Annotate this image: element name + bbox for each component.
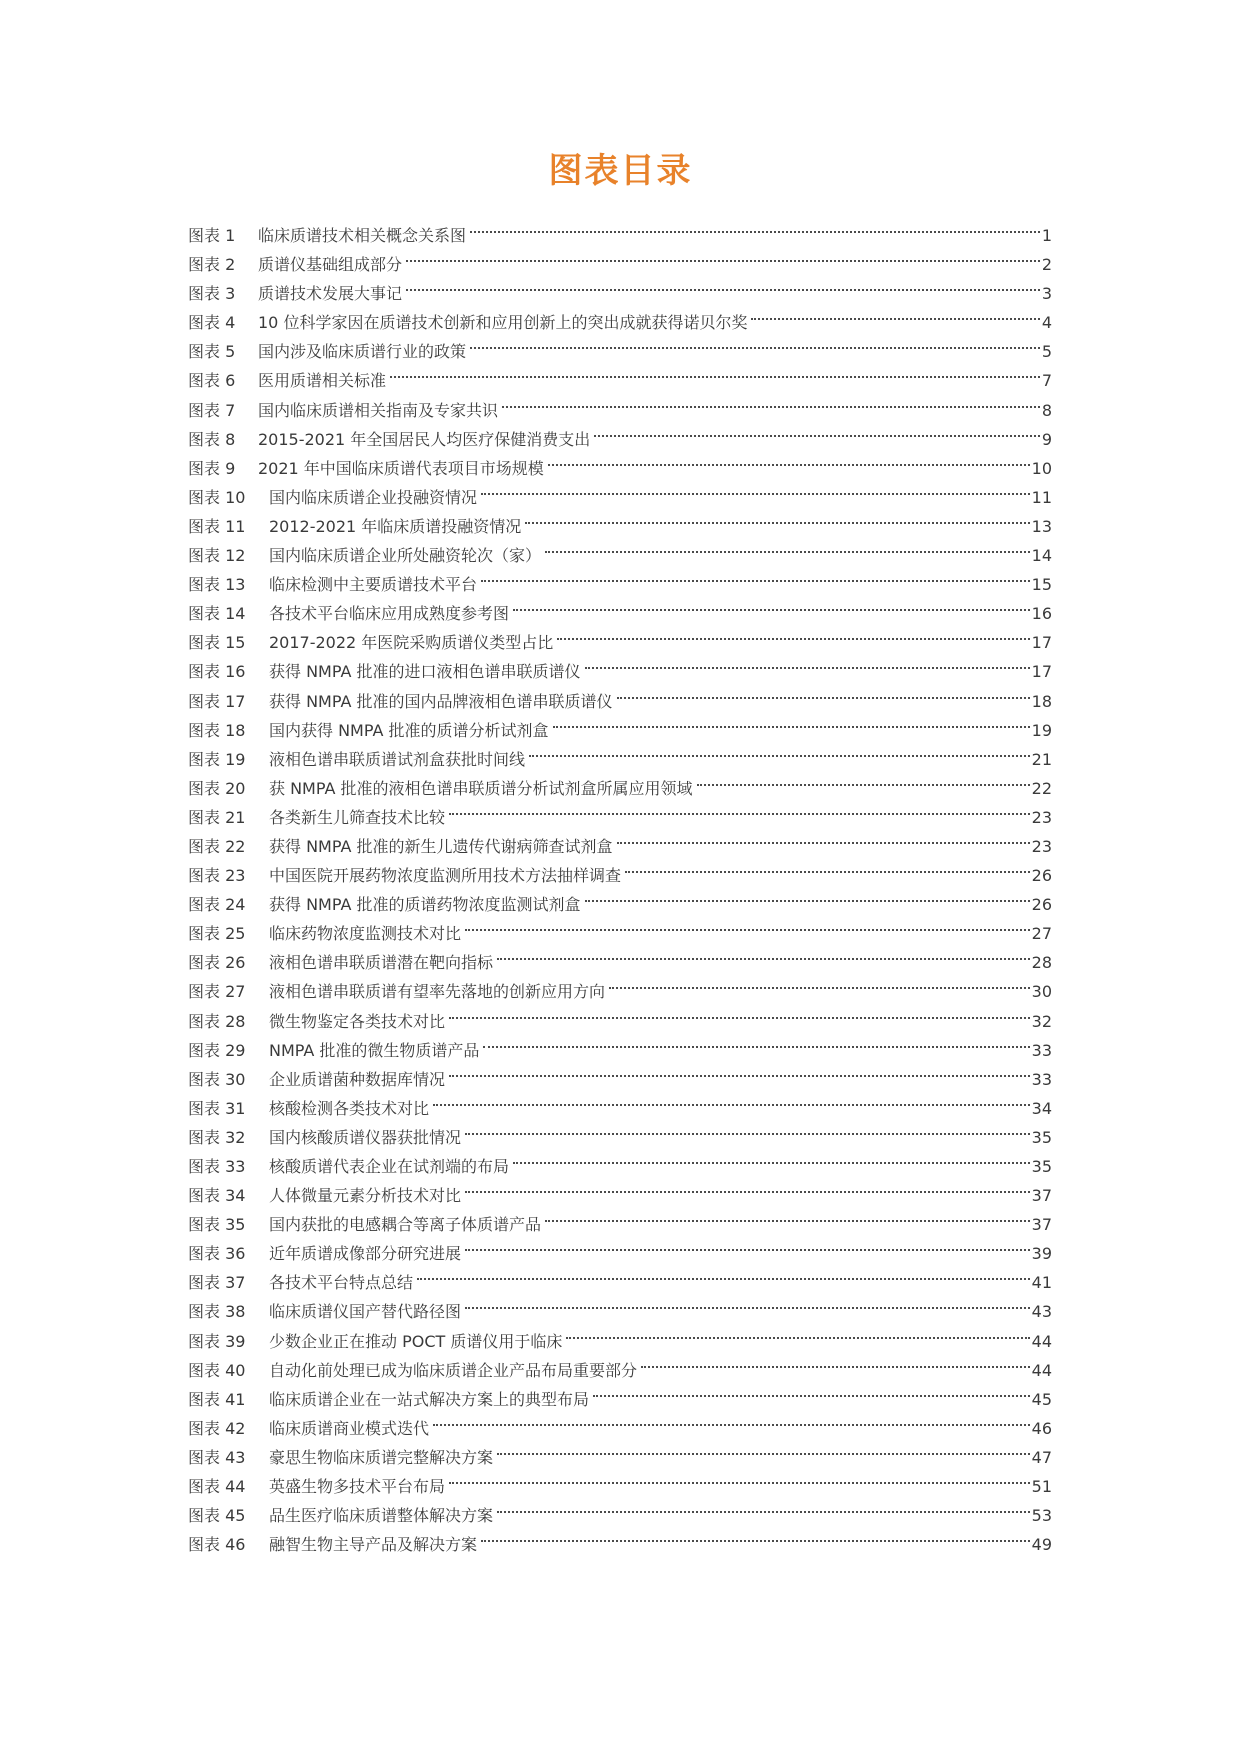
toc-entry-page-number: 51 bbox=[1031, 1477, 1052, 1497]
toc-dot-leader bbox=[497, 1492, 1030, 1521]
toc-dot-leader bbox=[481, 1521, 1030, 1550]
toc-entry-page-number: 8 bbox=[1041, 400, 1052, 420]
toc-entry-page-number: 2 bbox=[1041, 255, 1052, 275]
toc-entry-title: 医用质谱相关标准 bbox=[258, 371, 387, 391]
toc-entry-title: 中国医院开展药物浓度监测所用技术方法抽样调查 bbox=[269, 866, 622, 886]
toc-dot-leader bbox=[529, 736, 1030, 765]
toc-dot-leader bbox=[585, 648, 1030, 677]
toc-entry-page-number: 53 bbox=[1031, 1506, 1052, 1526]
toc-entry-page-number: 27 bbox=[1031, 924, 1052, 944]
toc-entry-title: 各技术平台临床应用成熟度参考图 bbox=[269, 604, 510, 624]
toc-entry-label: 图表 42 bbox=[188, 1418, 246, 1438]
toc-dot-leader bbox=[481, 561, 1030, 590]
toc-entry-title: 质谱仪基础组成部分 bbox=[258, 255, 403, 275]
toc-dot-leader bbox=[594, 416, 1040, 445]
toc-dot-leader bbox=[390, 357, 1040, 386]
toc-entry-page-number: 32 bbox=[1031, 1011, 1052, 1031]
toc-entry-page-number: 45 bbox=[1031, 1389, 1052, 1409]
toc-dot-leader bbox=[593, 1376, 1030, 1405]
toc-entry-title: 核酸检测各类技术对比 bbox=[269, 1098, 430, 1118]
toc-dot-leader bbox=[525, 503, 1029, 532]
toc-dot-leader bbox=[470, 328, 1040, 357]
toc-entry-label: 图表 34 bbox=[188, 1186, 246, 1206]
toc-dot-leader bbox=[609, 968, 1030, 997]
toc-entry-page-number: 28 bbox=[1031, 953, 1052, 973]
toc-dot-leader bbox=[641, 1347, 1030, 1376]
toc-entry-page-number: 16 bbox=[1031, 604, 1052, 624]
toc-dot-leader bbox=[751, 299, 1039, 328]
toc-entry-title: 核酸质谱代表企业在试剂端的布局 bbox=[269, 1157, 510, 1176]
toc-entry-title: 获得 NMPA 批准的新生儿遗传代谢病筛查试剂盒 bbox=[269, 836, 613, 856]
toc-entry-label: 图表 32 bbox=[188, 1127, 246, 1147]
toc-dot-leader bbox=[449, 1056, 1030, 1085]
toc-entry-title: 10 位科学家因在质谱技术创新和应用创新上的突出成就获得诺贝尔奖 bbox=[258, 313, 748, 333]
toc-entry-label: 图表 40 bbox=[188, 1360, 246, 1380]
toc-dot-leader bbox=[513, 590, 1030, 619]
toc-entry-title: 获得 NMPA 批准的质谱药物浓度监测试剂盒 bbox=[269, 895, 581, 915]
toc-entry-title: 国内临床质谱企业所处融资轮次（家） bbox=[269, 546, 542, 566]
toc-dot-leader bbox=[406, 270, 1040, 299]
toc-entry-label: 图表 23 bbox=[188, 866, 246, 886]
toc-dot-leader bbox=[513, 1143, 1030, 1172]
toc-entry-label: 图表 31 bbox=[188, 1098, 246, 1118]
toc-entry-page-number: 13 bbox=[1031, 516, 1052, 536]
toc-entry-label: 图表 41 bbox=[188, 1389, 246, 1409]
toc-entry-label: 图表 18 bbox=[188, 720, 246, 740]
toc-entry-label: 图表 24 bbox=[188, 895, 246, 915]
toc-entry-page-number: 30 bbox=[1031, 982, 1052, 1002]
toc-entry-label: 图表 35 bbox=[188, 1215, 246, 1235]
toc-dot-leader bbox=[465, 910, 1030, 939]
toc-entry-title: 临床质谱企业在一站式解决方案上的典型布局 bbox=[269, 1389, 590, 1409]
toc-entry-page-number: 4 bbox=[1041, 313, 1052, 333]
toc-entry-page-number: 18 bbox=[1031, 691, 1052, 711]
toc-entry-title: 国内获得 NMPA 批准的质谱分析试剂盒 bbox=[269, 720, 549, 740]
toc-entry-label: 图表 20 bbox=[188, 778, 246, 798]
toc-entry-label: 图表 25 bbox=[188, 924, 246, 944]
toc-entry-label: 图表 13 bbox=[188, 575, 246, 595]
toc-entry-label: 图表 9 bbox=[188, 458, 236, 478]
toc-entry-page-number: 35 bbox=[1031, 1157, 1052, 1176]
toc-entry-page-number: 3 bbox=[1041, 284, 1052, 304]
toc-dot-leader bbox=[406, 241, 1040, 270]
toc-dot-leader bbox=[449, 1463, 1030, 1492]
toc-entry-page-number: 19 bbox=[1031, 720, 1052, 740]
toc-entry-label: 图表 45 bbox=[188, 1506, 246, 1526]
toc-entry-title: 临床质谱仪国产替代路径图 bbox=[269, 1302, 462, 1322]
toc-entry-title: 临床药物浓度监测技术对比 bbox=[269, 924, 462, 944]
figure-list bbox=[188, 212, 1052, 1555]
toc-entry-label: 图表 1 bbox=[188, 226, 236, 245]
toc-entry-title: 国内核酸质谱仪器获批情况 bbox=[269, 1127, 462, 1147]
toc-entry-page-number: 49 bbox=[1031, 1535, 1052, 1555]
toc-dot-leader bbox=[483, 1027, 1029, 1056]
toc-entry-page-number: 9 bbox=[1041, 429, 1052, 449]
toc-dot-leader bbox=[545, 532, 1030, 561]
toc-entry-title: NMPA 批准的微生物质谱产品 bbox=[269, 1040, 480, 1060]
toc-dot-leader bbox=[557, 619, 1029, 648]
toc-entry-page-number: 33 bbox=[1031, 1040, 1052, 1060]
toc-dot-leader bbox=[617, 823, 1030, 852]
toc-entry-page-number: 14 bbox=[1031, 546, 1052, 566]
toc-entry-label: 图表 17 bbox=[188, 691, 246, 711]
toc-dot-leader bbox=[548, 445, 1030, 474]
toc-entry-title: 液相色谱串联质谱潜在靶向指标 bbox=[269, 953, 494, 973]
toc-entry-label: 图表 44 bbox=[188, 1477, 246, 1497]
toc-entry-page-number: 33 bbox=[1031, 1069, 1052, 1089]
toc-entry-title: 国内获批的电感耦合等离子体质谱产品 bbox=[269, 1215, 542, 1235]
toc-entry-label: 图表 3 bbox=[188, 284, 236, 304]
toc-entry-label: 图表 16 bbox=[188, 662, 246, 682]
toc-entry-title: 人体微量元素分析技术对比 bbox=[269, 1186, 462, 1206]
toc-entry-page-number: 23 bbox=[1031, 807, 1052, 827]
toc-entry-label: 图表 5 bbox=[188, 342, 236, 362]
toc-dot-leader bbox=[433, 1405, 1030, 1434]
toc-entry-title: 液相色谱串联质谱有望率先落地的创新应用方向 bbox=[269, 982, 606, 1002]
toc-entry-title: 各技术平台特点总结 bbox=[269, 1273, 414, 1293]
toc-entry-title: 2017-2022 年医院采购质谱仪类型占比 bbox=[269, 633, 554, 653]
toc-entry-label: 图表 22 bbox=[188, 836, 246, 856]
toc-dot-leader bbox=[502, 387, 1040, 416]
toc-entry-page-number: 43 bbox=[1031, 1302, 1052, 1322]
toc-dot-leader bbox=[697, 765, 1030, 794]
toc-entry-page-number: 26 bbox=[1031, 895, 1052, 915]
toc-entry-title: 2015-2021 年全国居民人均医疗保健消费支出 bbox=[258, 429, 591, 449]
toc-entry-label: 图表 14 bbox=[188, 604, 246, 624]
toc-entry-page-number: 44 bbox=[1031, 1360, 1052, 1380]
toc-entry-title: 临床检测中主要质谱技术平台 bbox=[269, 575, 478, 595]
toc-entry-label: 图表 29 bbox=[188, 1040, 246, 1060]
toc-entry-label: 图表 30 bbox=[188, 1069, 246, 1089]
toc-dot-leader bbox=[497, 1434, 1030, 1463]
toc-dot-leader bbox=[617, 678, 1030, 707]
toc-entry-title: 国内涉及临床质谱行业的政策 bbox=[258, 342, 467, 362]
toc-entry-page-number: 37 bbox=[1031, 1215, 1052, 1235]
toc-entry-page-number: 44 bbox=[1031, 1331, 1052, 1351]
toc-entry-label: 图表 28 bbox=[188, 1011, 246, 1031]
toc-entry-title: 获 NMPA 批准的液相色谱串联质谱分析试剂盒所属应用领域 bbox=[269, 778, 693, 798]
toc-entry-title: 各类新生儿筛查技术比较 bbox=[269, 807, 446, 827]
toc-dot-leader bbox=[465, 1288, 1030, 1317]
toc-entry-title: 国内临床质谱企业投融资情况 bbox=[269, 487, 478, 507]
toc-entry-label: 图表 4 bbox=[188, 313, 236, 333]
toc-dot-leader bbox=[417, 1259, 1030, 1288]
toc-entry-title: 液相色谱串联质谱试剂盒获批时间线 bbox=[269, 749, 526, 769]
toc-entry-label: 图表 43 bbox=[188, 1447, 246, 1467]
toc-entry-label: 图表 38 bbox=[188, 1302, 246, 1322]
toc-entry-title: 2012-2021 年临床质谱投融资情况 bbox=[269, 516, 522, 536]
toc-entry-page-number: 17 bbox=[1031, 662, 1052, 682]
toc-dot-leader bbox=[449, 998, 1030, 1027]
toc-entry-label: 图表 12 bbox=[188, 546, 246, 566]
toc-entry-label: 图表 2 bbox=[188, 255, 236, 275]
toc-dot-leader bbox=[497, 939, 1030, 968]
toc-entry-page-number: 23 bbox=[1031, 836, 1052, 856]
toc-entry-page-number: 17 bbox=[1031, 633, 1052, 653]
toc-entry-page-number: 11 bbox=[1031, 487, 1052, 507]
toc-entry-title: 获得 NMPA 批准的进口液相色谱串联质谱仪 bbox=[269, 662, 581, 682]
toc-dot-leader bbox=[481, 474, 1030, 503]
toc-entry-title: 近年质谱成像部分研究进展 bbox=[269, 1244, 462, 1264]
toc-entry-label: 图表 11 bbox=[188, 516, 246, 536]
toc-entry-label: 图表 33 bbox=[188, 1157, 246, 1176]
toc-entry-label: 图表 27 bbox=[188, 982, 246, 1002]
toc-entry-page-number: 39 bbox=[1031, 1244, 1052, 1264]
toc-entry-page-number: 10 bbox=[1031, 458, 1052, 478]
toc-entry-page-number: 47 bbox=[1031, 1447, 1052, 1467]
toc-entry-label: 图表 10 bbox=[188, 487, 246, 507]
toc-entry-title: 临床质谱商业模式迭代 bbox=[269, 1418, 430, 1438]
toc-dot-leader bbox=[449, 794, 1030, 823]
toc-entry-title: 微生物鉴定各类技术对比 bbox=[269, 1011, 446, 1031]
toc-dot-leader bbox=[545, 1201, 1030, 1230]
toc-dot-leader bbox=[553, 707, 1030, 736]
toc-entry-title: 融智生物主导产品及解决方案 bbox=[269, 1535, 478, 1555]
toc-entry-page-number: 5 bbox=[1041, 342, 1052, 362]
toc-dot-leader bbox=[465, 1230, 1030, 1259]
toc-entry-label: 图表 21 bbox=[188, 807, 246, 827]
toc-entry-label: 图表 7 bbox=[188, 400, 236, 420]
toc-entry-page-number: 37 bbox=[1031, 1186, 1052, 1206]
toc-entry-label: 图表 19 bbox=[188, 749, 246, 769]
toc-entry-label: 图表 8 bbox=[188, 429, 236, 449]
toc-dot-leader bbox=[585, 881, 1030, 910]
toc-entry-label: 图表 37 bbox=[188, 1273, 246, 1293]
toc-entry-label: 图表 36 bbox=[188, 1244, 246, 1264]
toc-dot-leader bbox=[465, 1172, 1030, 1201]
toc-dot-leader bbox=[625, 852, 1030, 881]
toc-entry-label: 图表 6 bbox=[188, 371, 236, 391]
toc-entry[interactable] bbox=[188, 212, 1052, 245]
toc-entry-title: 企业质谱菌种数据库情况 bbox=[269, 1069, 446, 1089]
toc-entry-page-number: 7 bbox=[1041, 371, 1052, 391]
toc-entry-title: 2021 年中国临床质谱代表项目市场规模 bbox=[258, 458, 544, 478]
toc-entry-title: 品生医疗临床质谱整体解决方案 bbox=[269, 1506, 494, 1526]
toc-entry-title: 自动化前处理已成为临床质谱企业产品布局重要部分 bbox=[269, 1360, 638, 1380]
toc-entry-page-number: 35 bbox=[1031, 1127, 1052, 1147]
toc-entry-page-number: 22 bbox=[1031, 778, 1052, 798]
toc-entry-page-number: 26 bbox=[1031, 866, 1052, 886]
toc-entry-label: 图表 26 bbox=[188, 953, 246, 973]
toc-entry-page-number: 1 bbox=[1041, 226, 1052, 245]
page-title: 图表目录 bbox=[548, 151, 693, 191]
toc-entry-title: 豪思生物临床质谱完整解决方案 bbox=[269, 1447, 494, 1467]
toc-dot-leader bbox=[470, 212, 1040, 241]
toc-dot-leader bbox=[465, 1114, 1030, 1143]
toc-entry-page-number: 21 bbox=[1031, 749, 1052, 769]
toc-entry-page-number: 41 bbox=[1031, 1273, 1052, 1293]
toc-entry-label: 图表 46 bbox=[188, 1535, 246, 1555]
toc-entry-page-number: 34 bbox=[1031, 1098, 1052, 1118]
toc-entry-page-number: 15 bbox=[1031, 575, 1052, 595]
toc-entry-title: 少数企业正在推动 POCT 质谱仪用于临床 bbox=[269, 1331, 563, 1351]
toc-entry-title: 质谱技术发展大事记 bbox=[258, 284, 403, 304]
toc-entry-title: 获得 NMPA 批准的国内品牌液相色谱串联质谱仪 bbox=[269, 691, 613, 711]
toc-entry-title: 英盛生物多技术平台布局 bbox=[269, 1477, 446, 1497]
toc-entry-label: 图表 15 bbox=[188, 633, 246, 653]
toc-entry-page-number: 46 bbox=[1031, 1418, 1052, 1438]
toc-entry-title: 临床质谱技术相关概念关系图 bbox=[258, 226, 467, 245]
toc-dot-leader bbox=[433, 1085, 1030, 1114]
toc-entry-title: 国内临床质谱相关指南及专家共识 bbox=[258, 400, 499, 420]
toc-dot-leader bbox=[566, 1318, 1029, 1347]
toc-entry-label: 图表 39 bbox=[188, 1331, 246, 1351]
